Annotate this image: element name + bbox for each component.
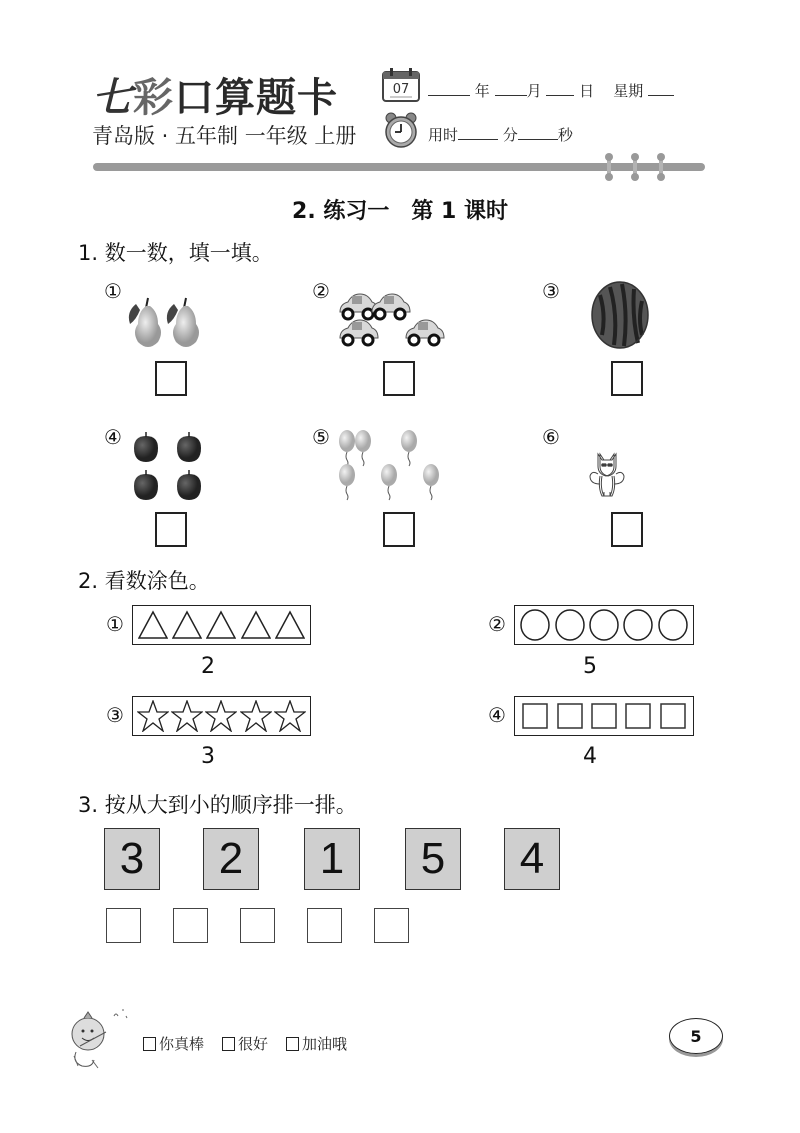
- order-answer-box[interactable]: [307, 908, 342, 943]
- time-used-fields: [428, 124, 573, 145]
- triangle-shape[interactable]: [138, 610, 168, 640]
- star-shape[interactable]: [274, 700, 306, 732]
- square-row: [514, 696, 694, 736]
- card-logo: [92, 66, 338, 123]
- balloons-picture: [337, 429, 441, 507]
- year-label: 年: [474, 82, 490, 100]
- lesson-title: 2. 练习一 第 1 课时: [292, 199, 508, 224]
- evaluation-option: 很好: [238, 1035, 269, 1053]
- circle-shape[interactable]: [520, 609, 550, 641]
- count-answer-box[interactable]: [383, 361, 415, 396]
- square-shape[interactable]: [660, 703, 686, 729]
- star-shape[interactable]: [137, 700, 169, 732]
- seconds-label: 秒: [557, 126, 573, 144]
- target-number: 4: [583, 744, 597, 769]
- number-card: 4: [504, 828, 560, 890]
- alarm-clock-icon: [384, 112, 418, 148]
- order-answer-box[interactable]: [106, 908, 141, 943]
- pears-picture: [126, 294, 210, 354]
- square-shape[interactable]: [625, 703, 651, 729]
- evaluation-checkbox[interactable]: [143, 1037, 156, 1051]
- evaluation-option: 你真棒: [159, 1035, 205, 1053]
- item-label: ②: [312, 279, 330, 303]
- count-answer-box[interactable]: [155, 361, 187, 396]
- month-label: 月: [526, 82, 542, 100]
- binder-pin-icon: [659, 155, 663, 179]
- circle-shape[interactable]: [589, 609, 619, 641]
- item-label: ③: [106, 703, 124, 727]
- minutes-input[interactable]: [458, 126, 498, 140]
- seconds-input[interactable]: [518, 126, 558, 140]
- item-label: ④: [488, 703, 506, 727]
- weekday-input[interactable]: [648, 82, 674, 96]
- count-answer-box[interactable]: [611, 361, 643, 396]
- logo-part-1: 七: [92, 74, 133, 121]
- logo-part-2: 彩: [133, 74, 174, 121]
- cars-picture: [336, 290, 446, 354]
- watermelon-picture: [590, 281, 650, 353]
- circle-shape[interactable]: [555, 609, 585, 641]
- calendar-icon: [382, 68, 420, 102]
- evaluation-option: 加油哦: [302, 1035, 348, 1053]
- item-label: ③: [542, 279, 560, 303]
- number-card: 1: [304, 828, 360, 890]
- square-shape[interactable]: [522, 703, 548, 729]
- square-shape[interactable]: [557, 703, 583, 729]
- order-answer-box[interactable]: [374, 908, 409, 943]
- question-3-title: 3. 按从大到小的顺序排一排。: [78, 793, 357, 817]
- star-shape[interactable]: [240, 700, 272, 732]
- star-shape[interactable]: [171, 700, 203, 732]
- number-card: 2: [203, 828, 259, 890]
- binder-pin-icon: [633, 155, 637, 179]
- evaluation-checkbox[interactable]: [222, 1037, 235, 1051]
- triangle-shape[interactable]: [275, 610, 305, 640]
- item-label: ②: [488, 612, 506, 636]
- day-input[interactable]: [546, 82, 574, 96]
- star-row: [132, 696, 311, 736]
- number-card: 5: [405, 828, 461, 890]
- item-label: ④: [104, 425, 122, 449]
- number-card: 3: [104, 828, 160, 890]
- self-evaluation: [143, 1033, 347, 1054]
- order-answer-box[interactable]: [240, 908, 275, 943]
- weekday-label: 星期: [613, 82, 644, 100]
- triangle-shape[interactable]: [172, 610, 202, 640]
- date-fields: [428, 80, 674, 101]
- question-1-title: 1. 数一数，填一填。: [78, 241, 273, 265]
- year-input[interactable]: [428, 82, 470, 96]
- item-label: ①: [104, 279, 122, 303]
- svg-text:07: 07: [392, 82, 410, 97]
- count-answer-box[interactable]: [611, 512, 643, 547]
- circle-row: [514, 605, 694, 645]
- item-label: ⑥: [542, 425, 560, 449]
- count-answer-box[interactable]: [383, 512, 415, 547]
- triangle-shape[interactable]: [241, 610, 271, 640]
- month-input[interactable]: [495, 82, 527, 96]
- triangle-shape[interactable]: [206, 610, 236, 640]
- square-shape[interactable]: [591, 703, 617, 729]
- apples-picture: [132, 432, 206, 504]
- header-divider: [93, 163, 705, 171]
- logo-part-3: 口算题卡: [174, 74, 338, 121]
- circle-shape[interactable]: [658, 609, 688, 641]
- page-number: 5: [669, 1018, 723, 1054]
- time-used-label: 用时: [428, 126, 459, 144]
- day-label: 日: [579, 82, 595, 100]
- mascot-guitar-icon: [66, 1006, 136, 1074]
- item-label: ⑤: [312, 425, 330, 449]
- triangle-row: [132, 605, 311, 645]
- cats-picture: [586, 450, 674, 504]
- minutes-label: 分: [502, 126, 518, 144]
- edition-subtitle: 青岛版 · 五年制 一年级 上册: [92, 124, 357, 148]
- item-label: ①: [106, 612, 124, 636]
- order-answer-box[interactable]: [173, 908, 208, 943]
- target-number: 2: [201, 654, 215, 679]
- binder-pin-icon: [607, 155, 611, 179]
- evaluation-checkbox[interactable]: [286, 1037, 299, 1051]
- target-number: 5: [583, 654, 597, 679]
- count-answer-box[interactable]: [155, 512, 187, 547]
- circle-shape[interactable]: [623, 609, 653, 641]
- target-number: 3: [201, 744, 215, 769]
- star-shape[interactable]: [205, 700, 237, 732]
- question-2-title: 2. 看数涂色。: [78, 569, 210, 593]
